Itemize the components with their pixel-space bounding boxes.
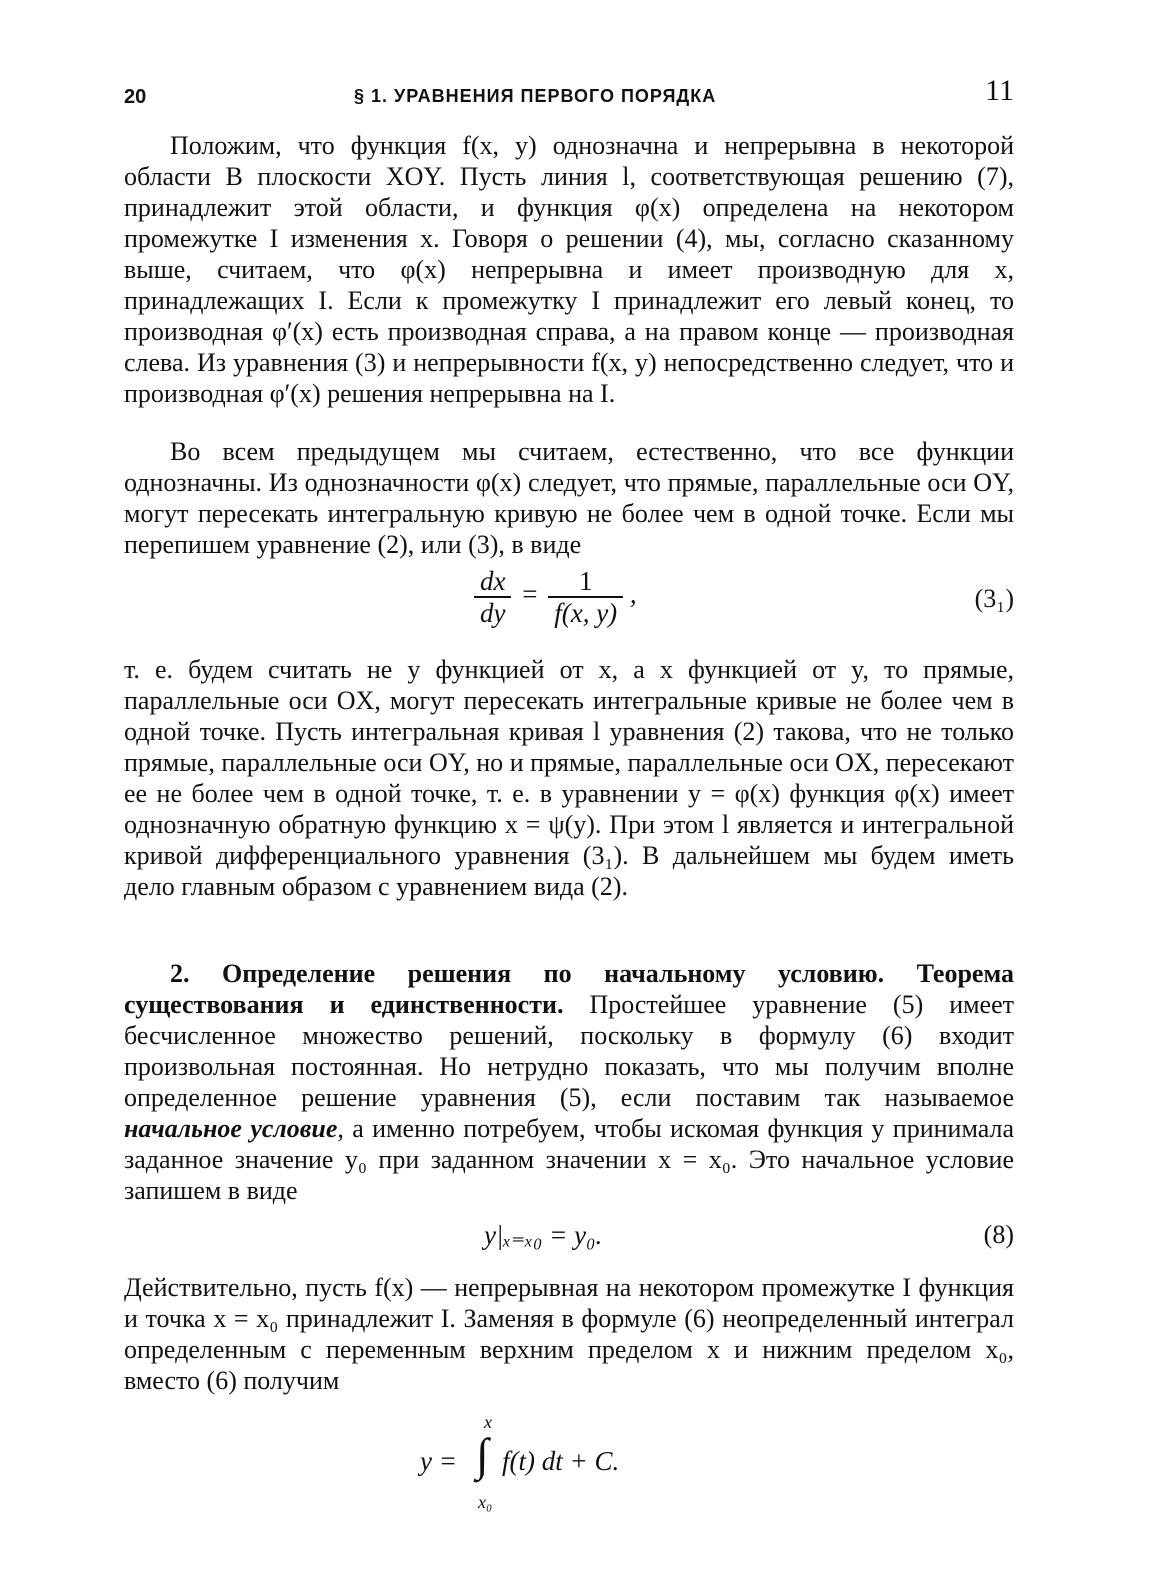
header-title: § 1. УРАВНЕНИЯ ПЕРВОГО ПОРЯДКА (354, 86, 717, 106)
formula-8 (124, 1218, 1014, 1258)
formula-8-expression: y|ₓ₌ₓ₀ = y₀. (484, 1220, 603, 1250)
section-heading: 2. Определение решения по начальному условию. Теорема существования и единственности. (124, 959, 1014, 1019)
fraction-dx-dy: $\frac{dx}{dy}$ (474, 566, 511, 628)
formula-integral: y = x ∫ x₀ f(t) dt + C. (420, 1412, 620, 1512)
page-number: 11 (985, 74, 1014, 107)
paragraph-2: Во всем предыдущем мы считаем, естественно, что все функции однозначны. Из однозначности φ(x) следует, что прямые, параллельные оси OY, могут пересекать интегральную кривую не более чем в одной точке. Если мы перепишем уравнение (2), или (3), в виде (124, 437, 1014, 559)
running-header (124, 72, 1014, 112)
paragraph-1: Положим, что функция f(x, y) однозначна и непрерывна в некоторой области B плоскости XOY. Пусть линия l, соответствующая решению (7), принадлежит этой области, и функция φ(x) определена на некотором промежутке I изменения x. Говоря о решении (4), мы, согласно сказанному выше, считаем, что φ(x) непрерывна и имеет производную для x, принадлежащих I. Если к промежутку I принадлежит его левый конец, то производная φ′(x) есть производная справа, а на правом конце — производная слева. Из уравнения (3) и непрерывности f(x, y) непосредственно следует, что и производная φ′(x) решения непрерывна на I. (124, 131, 1014, 408)
equation-label-3-1: (3₁) (974, 584, 1014, 613)
integral-upper-limit: x (484, 1412, 492, 1432)
integral-sign: ∫ (476, 1429, 489, 1480)
term-initial-condition: начальное условие (124, 1114, 338, 1143)
paragraph-5: Действительно, пусть f(x) — непрерывная на некотором промежутке I функция и точка x = x₀ принадлежит I. Заменяя в формуле (6) неопределенный интеграл определенным с переменным верхним пределом x и нижним пределом x₀, вместо (6) получим (124, 1273, 1014, 1395)
paragraph-4: 2. Определение решения по начальному условию. Теорема существования и единственности. Простейшее уравнение (5) имеет бесчисленное множество решений, поскольку в формулу (6) входит произвольная постоянная. Но нетрудно показать, что мы получим вполне определенное решение уравнения (5), если поставим так называемое начальное условие, а именно потребуем, чтобы искомая функция y принимала заданное значение y₀ при заданном значении x = x₀. Это начальное условие запишем в виде (124, 959, 1014, 1205)
header-left-mark: 20 (124, 86, 147, 108)
equation-label-8: (8) (983, 1220, 1014, 1249)
paragraph-3: т. е. будем считать не y функцией от x, а x функцией от y, то прямые, параллельные оси OX, могут пересекать интегральные кривые не более чем в одной точке. Пусть интегральная кривая l уравнения (2) такова, что не только прямые, параллельные оси OY, но и прямые, параллельные оси OX, пересекают ее не более чем в одной точке, т. е. в уравнении y = φ(x) функция φ(x) имеет однозначную обратную функцию x = ψ(y). При этом l является и интегральной кривой дифференциального уравнения (3₁). В дальнейшем мы будем иметь дело главным образом с уравнением вида (2). (124, 655, 1014, 901)
integral-body: f(t) dt + C. (502, 1446, 620, 1476)
fraction-one-over-f: $\frac{1}{f(x, y)}$ (548, 566, 623, 628)
integral-lower-limit: x₀ (478, 1492, 493, 1512)
formula-3-1: $\frac{dx}{dy}$ = $\frac{1}{f(x, y)}$ , (3₁) (124, 566, 1014, 636)
